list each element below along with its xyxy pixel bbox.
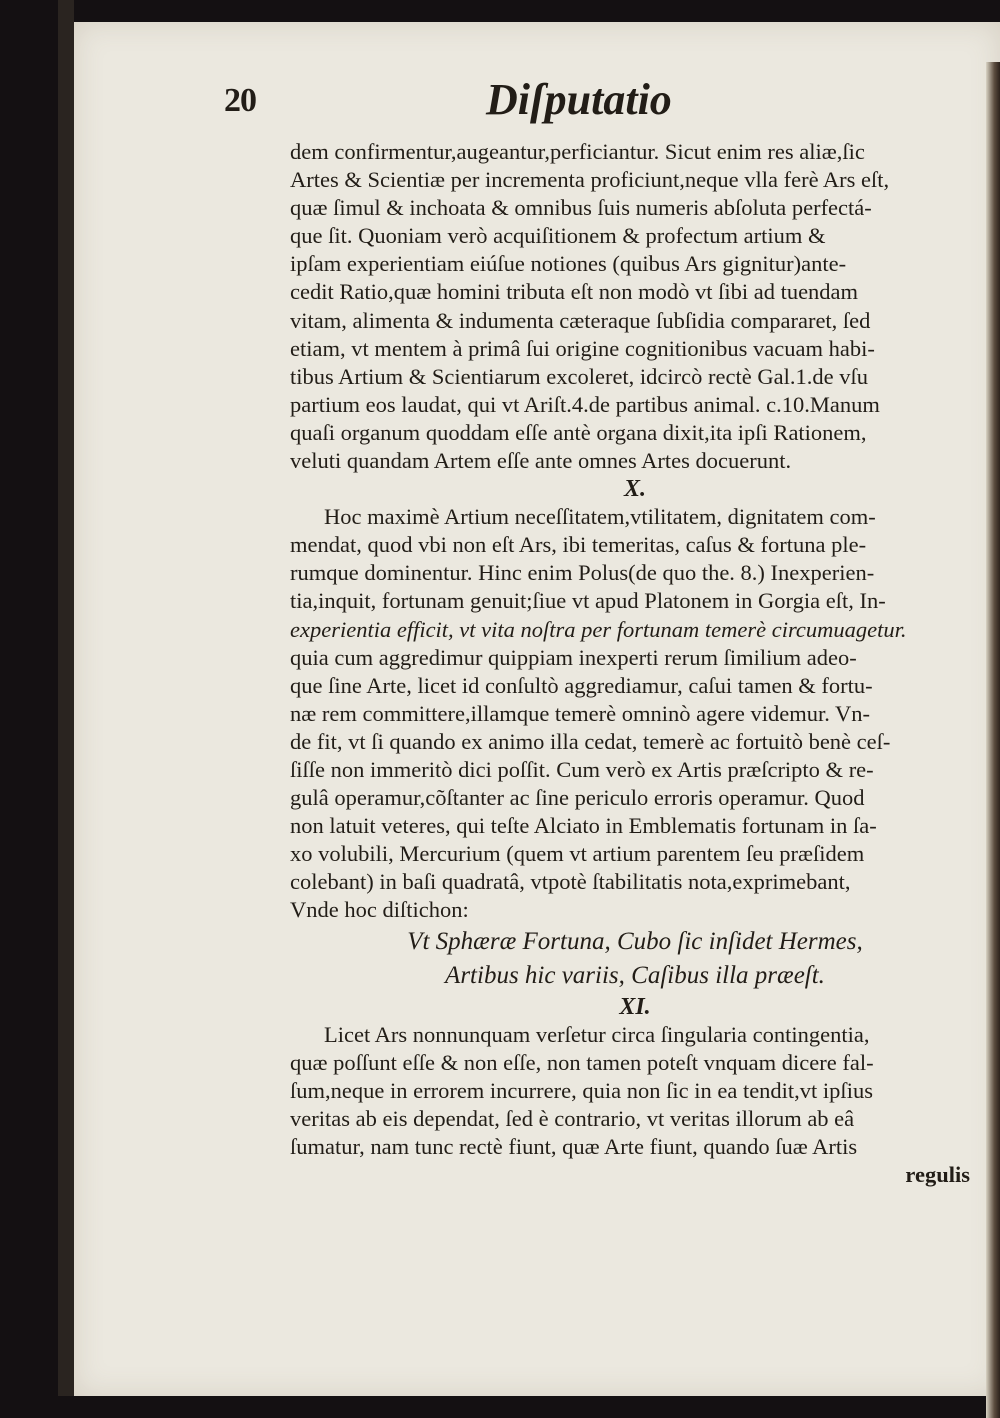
text-line: gulâ operamur,cõſtanter ac ſine periculo erroris operamur. Quod [290,785,865,811]
text-line: Hoc maximè Artium neceſſitatem,vtilitatem, dignitatem com- [324,504,876,530]
page-number: 20 [224,82,256,119]
text-line: que ſine Arte, licet id conſultò aggrediamur, caſui tamen & fortu- [290,672,873,698]
text-line: ipſam experientiam eiúſue notiones (quibus Ars gignitur)ante- [290,251,847,277]
text-line: quæ ſimul & inchoata & omnibus ſuis numeris abſoluta perfectá- [290,195,872,221]
text-line: cedit Ratio,quæ homini tributa eſt non modò vt ſibi ad tuendam [290,279,859,305]
binding-shadow [58,0,74,1396]
text-line: colebant) in baſi quadratâ, vtpotè ſtabilitatis nota,exprimebant, [290,869,851,895]
text-line: Vnde hoc diſtichon: [290,897,469,923]
text-line: etiam, vt mentem à primâ ſui origine cognitionibus vacuam habi- [290,335,875,361]
text-line: quia cum aggredimur quippiam inexperti rerum ſimilium adeo- [290,644,857,670]
text-line: non latuit veteres, qui teſte Alciato in Emblematis fortunam in ſa- [290,813,877,839]
paragraph-1 [290,138,980,475]
text-line: tia,inquit, fortunam genuit;ſiue vt apud Platonem in Gorgia eſt, In- [290,588,886,614]
text-line: næ rem committere,illamque temerè omninò agere videmur. Vn- [290,700,871,726]
text-line: Licet Ars nonnunquam verſetur circa ſingularia contingentia, [324,1021,870,1047]
text-line: ſum,neque in errorem incurrere, quia non ſic in ea tendit,vt ipſius [290,1077,873,1103]
text-line: experientia efficit, vt vita noſtra per fortunam temerè circumuagetur. [290,616,907,642]
paragraph-3 [290,1021,980,1161]
text-line: ſiſſe non immeritò dici poſſit. Cum verò ex Artis præſcripto & re- [290,756,874,782]
section-number-xi: XI. [619,993,651,1020]
text-line: Artes & Scientiæ per incrementa proficiunt,neque vlla ferè Ars eſt, [290,167,890,193]
text-line: tibus Artium & Scientiarum excoleret, idcircò rectè Gal.1.de vſu [290,363,868,389]
text-line: de fit, vt ſi quando ex animo illa cedat, temerè ac fortuitò benè ceſ- [290,728,891,754]
text-line: dem confirmentur,augeantur,perficiantur. Sicut enim res aliæ,ſic [290,139,865,164]
body-text [290,138,980,1189]
text-line: quaſi organum quoddam eſſe antè organa dixit,ita ipſi Rationem, [290,419,867,445]
text-line: xo volubili, Mercurium (quem vt artium parentem ſeu præſidem [290,841,865,867]
page-header [224,64,924,124]
text-line: rumque dominentur. Hinc enim Polus(de quo the. 8.) Inexperien- [290,560,875,586]
text-line: ſumatur, nam tunc rectè fiunt, quæ Arte fiunt, quando ſuæ Artis [290,1133,858,1159]
text-line: quæ poſſunt eſſe & non eſſe, non tamen poteſt vnquam dicere fal- [290,1049,874,1075]
catchword: regulis [905,1162,970,1187]
text-line: veritas ab eis dependat, ſed è contrario, vt veritas illorum ab eâ [290,1105,855,1131]
text-line: veluti quandam Artem eſſe ante omnes Artes docuerunt. [290,448,792,474]
text-line: partium eos laudat, qui vt Ariſt.4.de partibus animal. c.10.Manum [290,391,880,417]
page-edge [986,62,1000,1418]
distich-line-2: Artibus hic variis, Caſibus illa præeſt. [445,961,825,989]
paragraph-2 [290,503,980,924]
text-line: vitam, alimenta & indumenta cæteraque ſubſidia compararet, ſed [290,307,871,333]
running-head: Diſputatio [486,75,672,124]
distich-line-1: Vt Sphæræ Fortuna, Cubo ſic inſidet Hermes, [407,927,863,955]
text-line: que ſit. Quoniam verò acquiſitionem & profectum artium & [290,223,826,249]
section-number-x: X. [623,476,646,503]
text-line: mendat, quod vbi non eſt Ars, ibi temeritas, caſus & fortuna ple- [290,532,867,558]
